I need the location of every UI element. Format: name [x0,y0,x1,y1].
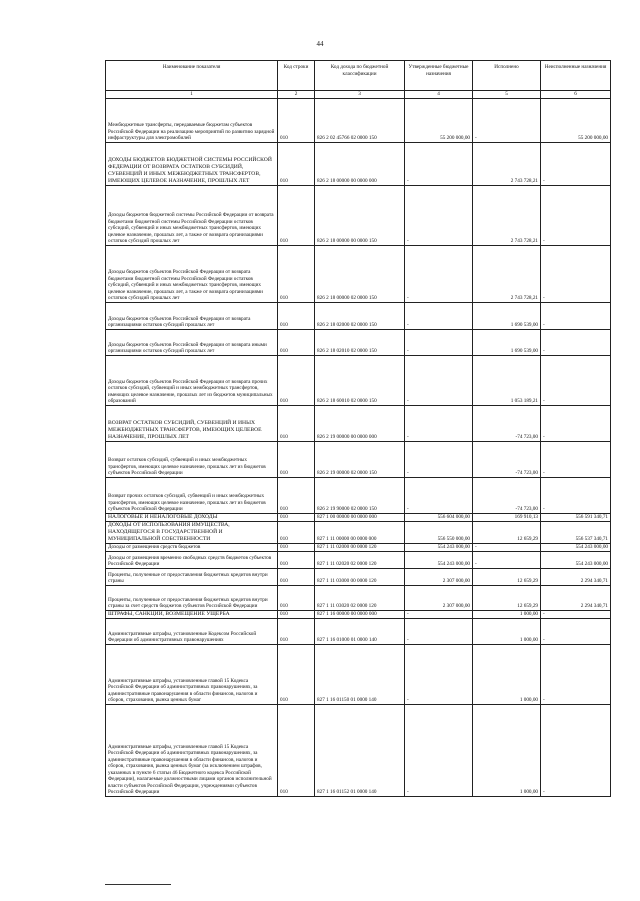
row-line-code-cell: 010 [278,610,315,618]
table-row [106,245,611,302]
row-unexecuted-cell: - [541,441,611,477]
row-budget-code-cell: 827 1 11 00000 00 0000 000 [315,521,405,543]
table-row [106,405,611,441]
row-approved-cell: - [405,405,473,441]
row-line-code-cell: 010 [278,329,315,355]
row-name-cell: Проценты, полученные от предоставления бюджетных кредитов внутри страны [106,568,278,585]
column-header-approved: Утвержденные бюджетные назначения [405,61,473,91]
table-row [106,521,611,543]
row-budget-code-cell: 826 2 18 02010 02 0000 150 [315,329,405,355]
row-executed-cell: 169 910,13 [473,513,541,521]
income-report-table [105,60,611,797]
row-executed-cell: 2 743 728,21 [473,245,541,302]
table-row [106,644,611,704]
row-approved-cell: - [405,644,473,704]
row-approved-cell: - [405,245,473,302]
row-line-code-cell: 010 [278,551,315,568]
row-budget-code-cell: 827 1 11 03000 00 0000 120 [315,568,405,585]
row-line-code-cell: 010 [278,543,315,551]
row-unexecuted-cell: - [541,477,611,513]
row-executed-cell: 1 690 539,00 [473,302,541,329]
row-line-code-cell: 010 [278,405,315,441]
row-unexecuted-cell: - [541,355,611,405]
row-name-cell: ДОХОДЫ БЮДЖЕТОВ БЮДЖЕТНОЙ СИСТЕМЫ РОССИЙСКОЙ ФЕДЕРАЦИИ ОТ ВОЗВРАТА ОСТАТКОВ СУБСИДИЙ, СУБВЕНЦИЙ И ИНЫХ МЕЖБЮДЖЕТНЫХ ТРАНСФЕРТОВ, ИМЕЮЩИХ ЦЕЛЕВОЕ НАЗНАЧЕНИЕ, ПРОШЛЫХ ЛЕТ [106,142,278,185]
table-row [106,355,611,405]
row-name-cell: ШТРАФЫ, САНКЦИИ, ВОЗМЕЩЕНИЕ УЩЕРБА [106,610,278,618]
row-unexecuted-cell: 554 243 000,00 [541,543,611,551]
table-row [106,441,611,477]
table-row [106,477,611,513]
row-budget-code-cell: 827 1 11 02000 00 0000 120 [315,543,405,551]
row-name-cell: Доходы бюджетов субъектов Российской Федерации от возврата бюджетами бюджетной системы Российской Федерации остатков субсидий, субвенций и иных межбюджетных трансфертов, имеющих целевое назначение, прошлых лет, а также от возврата организациями остатков субсидий прошлых лет [106,245,278,302]
row-unexecuted-cell: 55 200 000,00 [541,98,611,142]
row-unexecuted-cell: 554 243 000,00 [541,551,611,568]
row-name-cell: Доходы от размещения временно свободных средств бюджетов субъектов Российской Федерации [106,551,278,568]
table-row [106,618,611,644]
row-unexecuted-cell: 556 537 340,71 [541,521,611,543]
row-line-code-cell: 010 [278,618,315,644]
row-line-code-cell: 010 [278,513,315,521]
row-executed-cell: 1 000,00 [473,644,541,704]
table-row [106,551,611,568]
table-row [106,585,611,610]
row-unexecuted-cell: 2 294 340,71 [541,585,611,610]
row-name-cell: ВОЗВРАТ ОСТАТКОВ СУБСИДИЙ, СУБВЕНЦИЙ И ИНЫХ МЕЖБЮДЖЕТНЫХ ТРАНСФЕРТОВ, ИМЕЮЩИХ ЦЕЛЕВОЕ НАЗНАЧЕНИЕ, ПРОШЛЫХ ЛЕТ [106,405,278,441]
row-executed-cell: 2 743 728,21 [473,142,541,185]
row-executed-cell: -74 723,00 [473,405,541,441]
row-executed-cell: 1 053 189,21 [473,355,541,405]
row-executed-cell: -74 723,00 [473,441,541,477]
row-approved-cell: - [405,441,473,477]
row-approved-cell: 55 200 000,00 [405,98,473,142]
row-line-code-cell: 010 [278,477,315,513]
row-unexecuted-cell: - [541,644,611,704]
row-line-code-cell: 010 [278,245,315,302]
row-line-code-cell: 010 [278,302,315,329]
row-budget-code-cell: 826 2 18 02000 02 0000 150 [315,302,405,329]
row-approved-cell: - [405,185,473,245]
row-name-cell: Возврат остатков субсидий, субвенций и иных межбюджетных трансфертов, имеющих целевое назначение, прошлых лет из бюджетов субъектов Российской Федерации [106,441,278,477]
row-approved-cell: - [405,704,473,796]
column-number: 3 [315,91,405,99]
column-header-executed: Исполнено [473,61,541,91]
column-header-line-code: Код строки [278,61,315,91]
row-approved-cell: - [405,355,473,405]
row-budget-code-cell: 827 1 16 01150 01 0000 140 [315,644,405,704]
row-executed-cell: 12 659,29 [473,585,541,610]
row-line-code-cell: 010 [278,185,315,245]
row-executed-cell: 12 659,29 [473,568,541,585]
row-name-cell: Доходы бюджетов субъектов Российской Федерации от возврата иными организациями остатков субсидий прошлых лет [106,329,278,355]
column-number: 1 [106,91,278,99]
row-approved-cell: 554 243 000,00 [405,551,473,568]
row-approved-cell: - [405,610,473,618]
row-name-cell: НАЛОГОВЫЕ И НЕНАЛОГОВЫЕ ДОХОДЫ [106,513,278,521]
row-executed-cell: 12 659,29 [473,521,541,543]
row-budget-code-cell: 826 2 18 00000 00 0000 000 [315,142,405,185]
table-row [106,302,611,329]
row-executed-cell: 2 743 728,21 [473,185,541,245]
row-name-cell: Доходы от размещения средств бюджетов [106,543,278,551]
row-name-cell: Возврат прочих остатков субсидий, субвенций и иных межбюджетных трансфертов, имеющих целевое назначение, прошлых лет из бюджетов субъектов Российской Федерации [106,477,278,513]
table-row [106,98,611,142]
row-unexecuted-cell: - [541,405,611,441]
row-unexecuted-cell: - [541,245,611,302]
row-executed-cell: - [473,551,541,568]
row-approved-cell: - [405,618,473,644]
row-unexecuted-cell: - [541,610,611,618]
row-line-code-cell: 010 [278,521,315,543]
table-row [106,185,611,245]
row-name-cell: ДОХОДЫ ОТ ИСПОЛЬЗОВАНИЯ ИМУЩЕСТВА, НАХОДЯЩЕГОСЯ В ГОСУДАРСТВЕННОЙ И МУНИЦИПАЛЬНОЙ СОБСТВЕННОСТИ [106,521,278,543]
table-header-row [106,61,611,91]
row-line-code-cell: 010 [278,644,315,704]
row-unexecuted-cell: - [541,185,611,245]
row-name-cell: Межбюджетные трансферты, передаваемые бюджетам субъектов Российской Федерации на реализацию мероприятий по развитию зарядной инфраструктуры для электромобилей [106,98,278,142]
row-line-code-cell: 010 [278,441,315,477]
row-approved-cell: 554 243 000,00 [405,543,473,551]
row-unexecuted-cell: 556 591 340,71 [541,513,611,521]
row-name-cell: Административные штрафы, установленные главой 15 Кодекса Российской Федерации об административных правонарушениях, за административные правонарушения в области финансов, налогов и сборов, страхования, рынка ценных бумаг [106,644,278,704]
row-approved-cell: - [405,329,473,355]
row-budget-code-cell: 826 2 18 00000 00 0000 150 [315,185,405,245]
row-budget-code-cell: 827 1 16 01152 01 0000 140 [315,704,405,796]
row-unexecuted-cell: - [541,142,611,185]
table-row [106,543,611,551]
row-name-cell: Доходы бюджетов субъектов Российской Федерации от возврата прочих остатков субсидий, субвенций и иных межбюджетных трансфертов, имеющих целевое назначение, прошлых лет из бюджетов муниципальных образований [106,355,278,405]
row-executed-cell: 1 000,00 [473,610,541,618]
row-name-cell: Доходы бюджетов бюджетной системы Российской Федерации от возврата бюджетами бюджетной системы Российской Федерации остатков субсидий, субвенций и иных межбюджетных трансфертов, имеющих целевое назначение, прошлых лет, а также от возврата организациями остатков субсидий прошлых лет [106,185,278,245]
row-executed-cell: 1 000,00 [473,704,541,796]
column-header-budget-code: Код дохода по бюджетной классификации [315,61,405,91]
column-number: 2 [278,91,315,99]
row-unexecuted-cell: - [541,302,611,329]
row-executed-cell: -74 723,00 [473,477,541,513]
row-name-cell: Административные штрафы, установленные главой 15 Кодекса Российской Федерации об административных правонарушениях, за административные правонарушения в области финансов, налогов и сборов, страхования, рынка ценных бумаг (за исключением штрафов, указанных в пункте 6 статьи 46 Бюджетного кодекса Российской Федерации), налагаемые должностными лицами органов исполнительной власти субъектов Российской Федерации, учреждениями субъектов Российской Федерации [106,704,278,796]
row-budget-code-cell: 826 2 18 60010 02 0000 150 [315,355,405,405]
row-approved-cell: - [405,142,473,185]
row-name-cell: Проценты, полученные от предоставления бюджетных кредитов внутри страны за счет средств бюджетов субъектов Российской Федерации [106,585,278,610]
row-unexecuted-cell: 2 294 340,71 [541,568,611,585]
row-line-code-cell: 010 [278,585,315,610]
row-budget-code-cell: 827 1 16 00000 00 0000 000 [315,610,405,618]
row-budget-code-cell: 826 2 19 00000 02 0000 150 [315,441,405,477]
row-line-code-cell: 010 [278,98,315,142]
row-budget-code-cell: 826 2 02 45766 02 0000 150 [315,98,405,142]
table-row [106,329,611,355]
table-row [106,513,611,521]
table-row [106,142,611,185]
table-row [106,568,611,585]
column-number: 6 [541,91,611,99]
row-name-cell: Доходы бюджетов субъектов Российской Федерации от возврата организациями остатков субсидий прошлых лет [106,302,278,329]
row-budget-code-cell: 827 1 16 01000 01 0000 140 [315,618,405,644]
row-line-code-cell: 010 [278,142,315,185]
column-number-row [106,91,611,99]
table-row [106,704,611,796]
row-line-code-cell: 010 [278,704,315,796]
row-approved-cell: 2 307 000,00 [405,568,473,585]
row-executed-cell: - [473,543,541,551]
row-budget-code-cell: 827 1 11 03020 02 0000 120 [315,585,405,610]
row-approved-cell: 556 604 000,00 [405,513,473,521]
row-approved-cell: - [405,302,473,329]
row-approved-cell: - [405,477,473,513]
row-budget-code-cell: 826 2 19 90000 02 0000 150 [315,477,405,513]
column-number: 4 [405,91,473,99]
row-budget-code-cell: 827 1 00 00000 00 0000 000 [315,513,405,521]
footer-divider [105,884,171,885]
row-budget-code-cell: 826 2 18 00000 02 0000 150 [315,245,405,302]
row-name-cell: Административные штрафы, установленные Кодексом Российской Федерации об административных правонарушениях [106,618,278,644]
row-unexecuted-cell: - [541,618,611,644]
row-line-code-cell: 010 [278,568,315,585]
row-executed-cell: 1 000,00 [473,618,541,644]
row-approved-cell: 2 307 000,00 [405,585,473,610]
row-executed-cell: - [473,98,541,142]
table-row [106,610,611,618]
row-executed-cell: 1 690 539,00 [473,329,541,355]
page-number: 44 [316,40,324,48]
row-unexecuted-cell: - [541,329,611,355]
row-line-code-cell: 010 [278,355,315,405]
column-header-unexecuted: Неисполненные назначения [541,61,611,91]
column-header-name: Наименование показателя [106,61,278,91]
row-budget-code-cell: 827 1 11 02020 02 0000 120 [315,551,405,568]
column-number: 5 [473,91,541,99]
row-unexecuted-cell: - [541,704,611,796]
row-approved-cell: 556 550 000,00 [405,521,473,543]
row-budget-code-cell: 826 2 19 00000 00 0000 000 [315,405,405,441]
